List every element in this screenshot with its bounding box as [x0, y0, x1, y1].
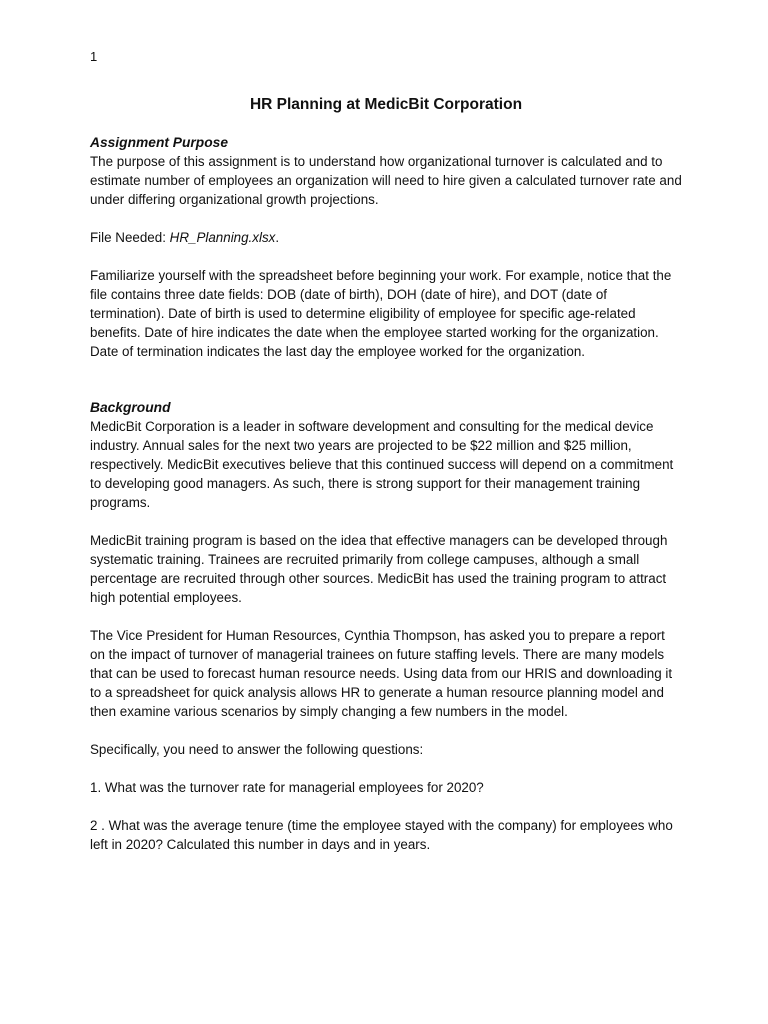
file-needed-label: File Needed: — [90, 230, 170, 245]
background-paragraph-1: MedicBit Corporation is a leader in software development and consulting for the medical device industry. Annual sales for the next two years are projected to be $22 million and $25 million, respectively. MedicBit executives believe that this continued success will depend on a commitment to developing good managers. As such, there is strong support for their management training programs. — [90, 419, 674, 510]
document-body — [90, 94, 682, 854]
assignment-purpose-heading: Assignment Purpose — [90, 135, 228, 150]
background-paragraph-2: MedicBit training program is based on the idea that effective managers can be developed through systematic training. Trainees are recruited primarily from college campuses, although a small percentage are recruited through other sources. MedicBit has used the training program to attract high potential employees. — [90, 533, 668, 605]
page-number: 1 — [90, 49, 98, 64]
question-2: 2 . What was the average tenure (time the employee stayed with the company) for employees who left in 2020? Calculated this number in days and in years. — [90, 818, 673, 852]
document-title: HR Planning at MedicBit Corporation — [249, 96, 523, 113]
background-heading: Background — [90, 400, 171, 415]
file-needed-suffix: . — [275, 230, 280, 245]
purpose-paragraph: The purpose of this assignment is to understand how organizational turnover is calculated and to estimate number of employees an organization will need to hire given a calculated turnover rate and under differing organizational growth projections. — [90, 154, 682, 207]
background-paragraph-3: The Vice President for Human Resources, Cynthia Thompson, has asked you to prepare a report on the impact of turnover of managerial trainees on future staffing levels. There are many models that can be used to forecast human resource needs. Using data from our HRIS and downloading it to a spreadsheet for quick analysis allows HR to generate a human resource planning model and then examine various scenarios by simply changing a few numbers in the model. — [90, 628, 673, 719]
file-name: HR_Planning.xlsx — [169, 230, 276, 245]
questions-intro: Specifically, you need to answer the following questions: — [90, 742, 424, 757]
familiarize-paragraph: Familiarize yourself with the spreadsheet before beginning your work. For example, notice that the file contains three date fields: DOB (date of birth), DOH (date of hire), and DOT (date of termination). Date of birth is used to determine eligibility of employee for specific age-related benefits. Date of hire indicates the date when the employee started working for the organization. Date of termination indicates the last day the employee worked for the organization. — [90, 268, 672, 359]
file-needed-line — [90, 228, 682, 247]
question-1: 1. What was the turnover rate for managerial employees for 2020? — [90, 780, 484, 795]
